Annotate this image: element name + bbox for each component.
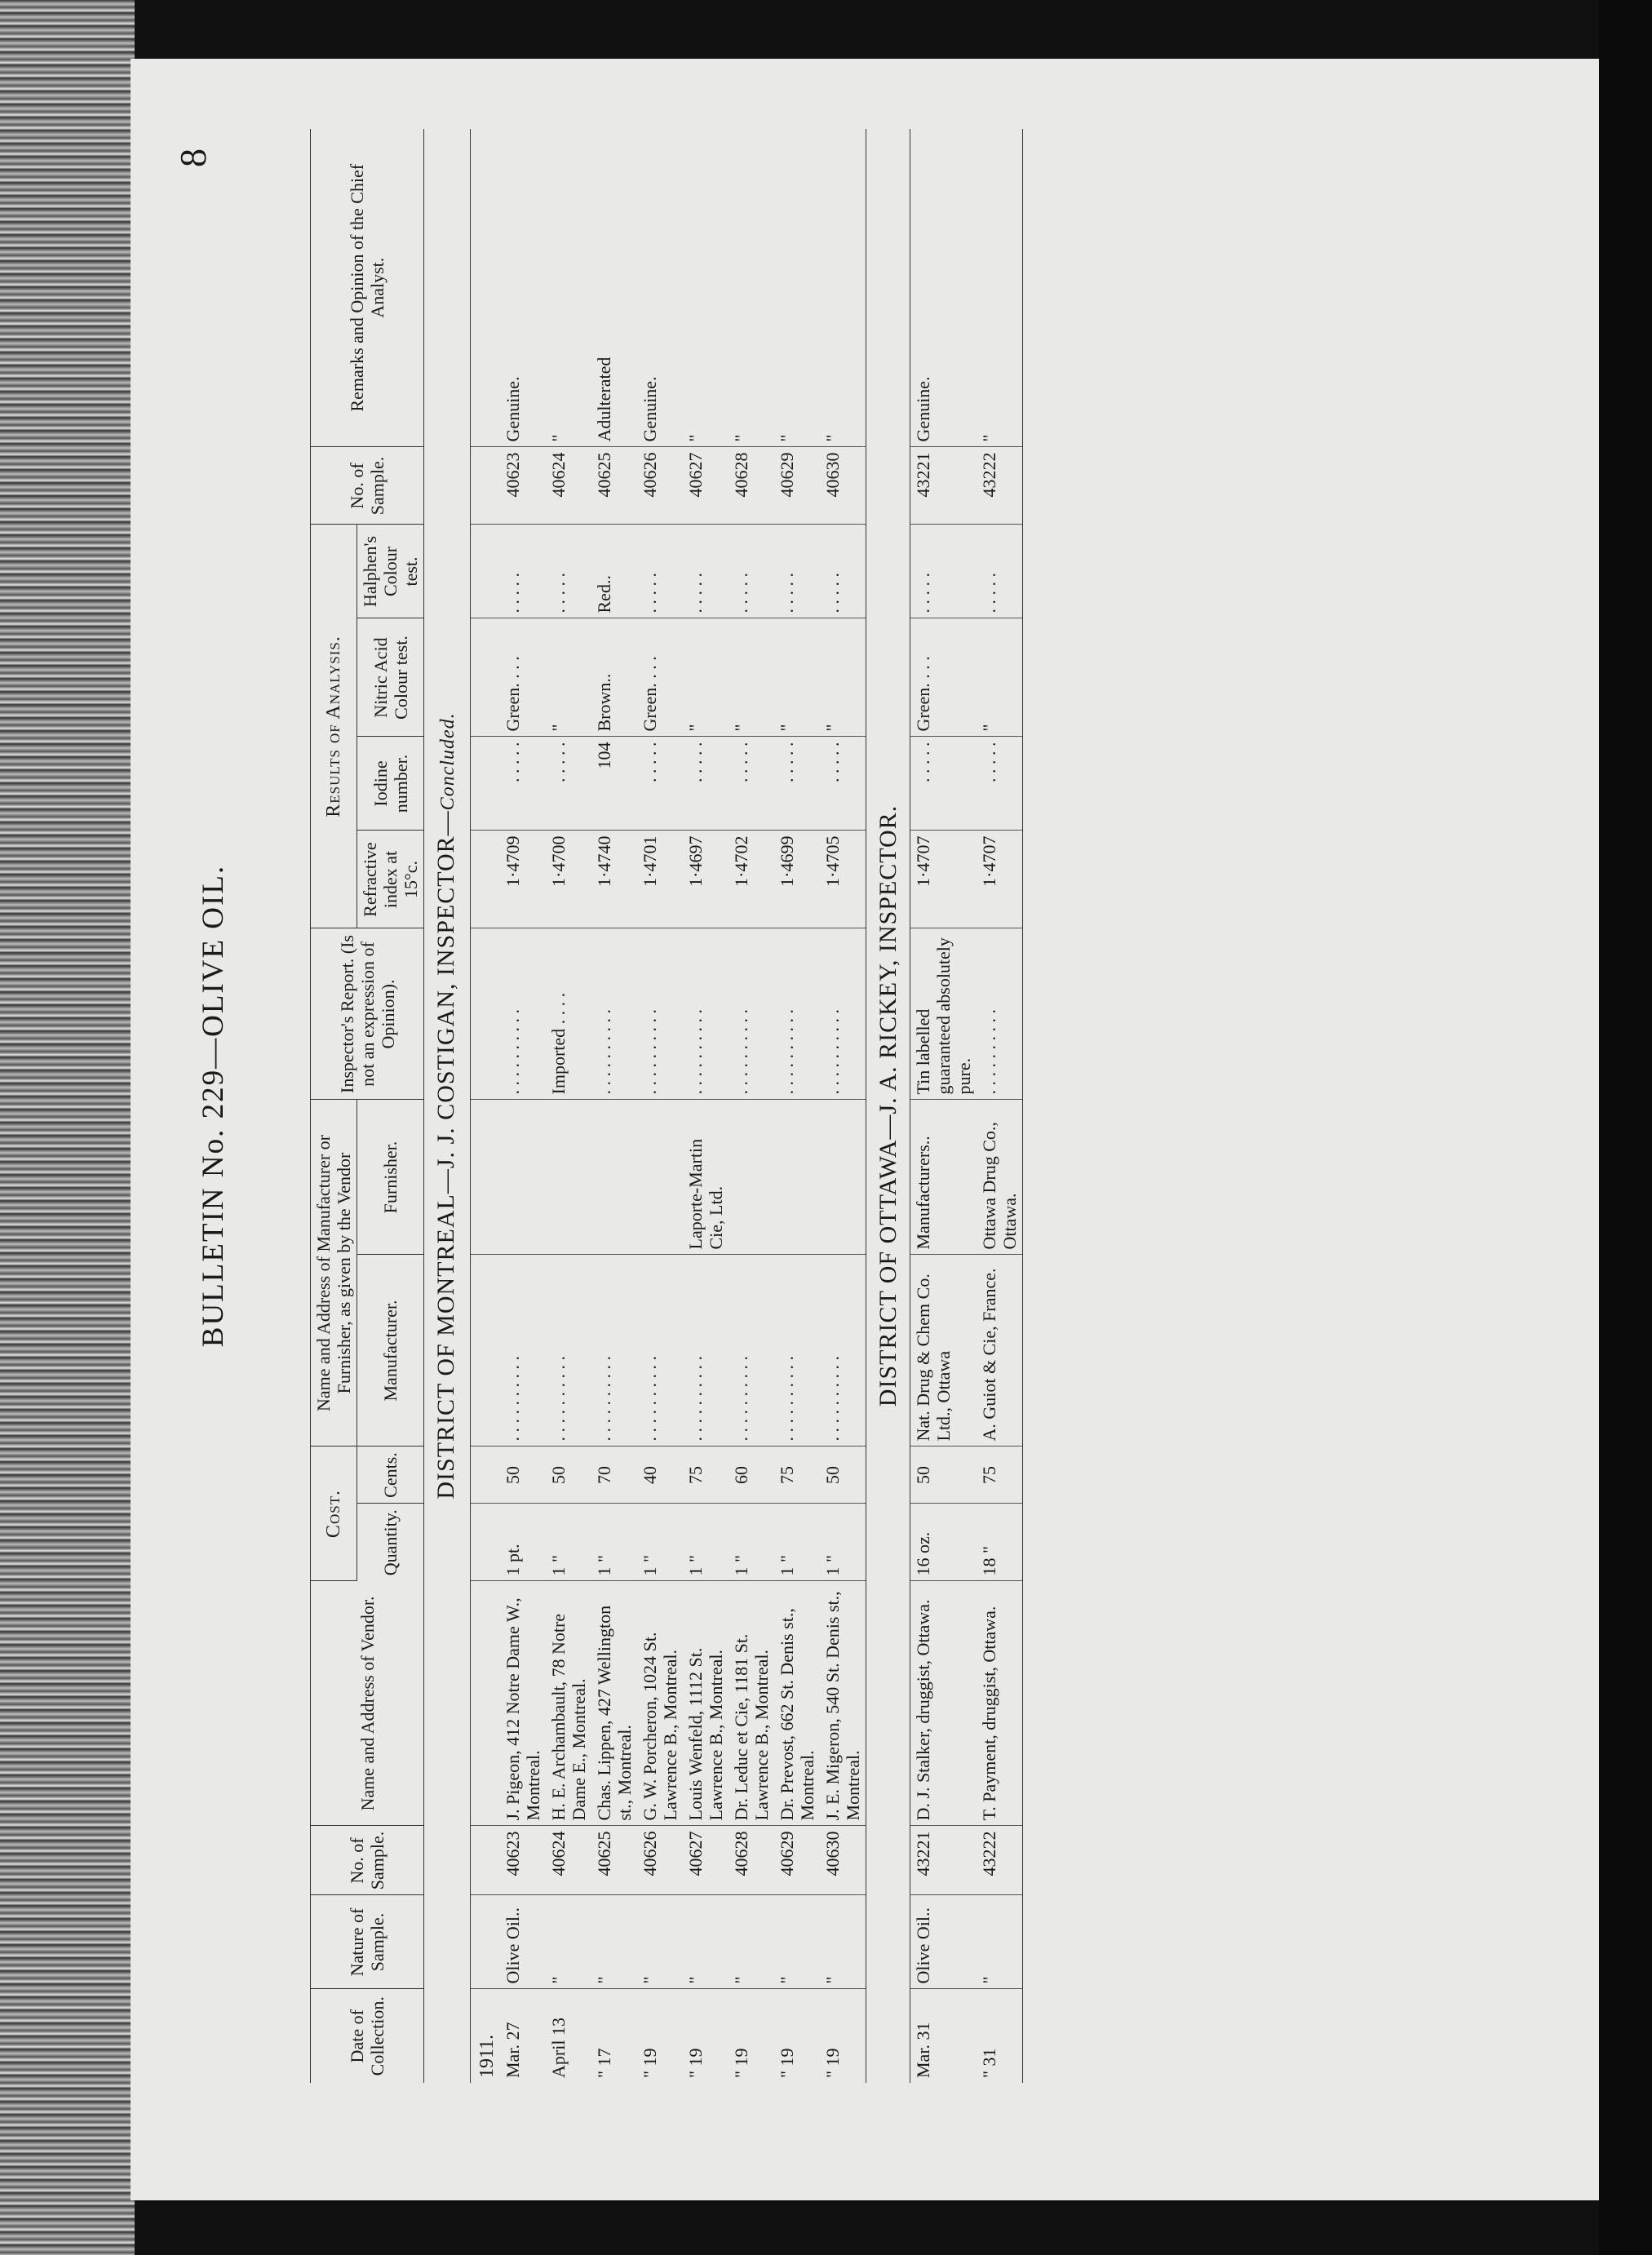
cell-quantity: 1 " (546, 1504, 591, 1581)
ottawa-section (866, 129, 1023, 2083)
cell-nitric: Green. . . . (910, 618, 977, 737)
analysis-table (310, 129, 1023, 2083)
header-vendor: Name and Address of Vendor. (311, 1581, 424, 1826)
cell-nitric: Green. . . . (637, 618, 683, 737)
cell-sample-no-2: 40630 (820, 447, 866, 525)
year-label: 1911. (476, 2034, 498, 2078)
book-binding-edge (0, 0, 135, 2255)
table-row (500, 129, 546, 2083)
cell-furnisher: Ottawa Drug Co., Ottawa. (977, 1100, 1023, 1255)
cell-iodine: . . . . . (683, 737, 729, 831)
cell-vendor: Chas. Lippen, 427 Wellington st., Montreal. (591, 1581, 637, 1826)
cell-inspector-report: . . . . . . . . . . (637, 928, 683, 1100)
cell-iodine: . . . . . (546, 737, 591, 831)
cell-manufacturer: . . . . . . . . . . (637, 1255, 683, 1446)
cell-vendor: D. J. Stalker, druggist, Ottawa. (910, 1581, 977, 1826)
cell-vendor: Dr. Prevost, 662 St. Denis st., Montreal. (774, 1581, 820, 1826)
page-title: BULLETIN No. 229—OLIVE OIL. (197, 864, 230, 1348)
header-nitric: Nitric Acid Colour test. (357, 618, 424, 737)
cell-nature: " (977, 1895, 1023, 1989)
cell-halphen: . . . . . (910, 525, 977, 618)
cell-manufacturer: . . . . . . . . . . (774, 1255, 820, 1446)
cell-sample-no-2: 40624 (546, 447, 591, 525)
cell-nitric: " (977, 618, 1023, 737)
header-quantity: Quantity. (357, 1504, 424, 1581)
cell-sample-no-2: 40628 (729, 447, 774, 525)
cell-cents: 50 (500, 1446, 546, 1504)
cell-sample-no: 43222 (977, 1826, 1023, 1895)
cell-sample-no: 40630 (820, 1826, 866, 1895)
header-cost: Cost. (311, 1446, 357, 1581)
cell-remarks: Genuine. (637, 129, 683, 447)
cell-sample-no: 40626 (637, 1826, 683, 1895)
cell-date: " 31 (977, 1989, 1023, 2083)
cell-vendor: T. Payment, druggist, Ottawa. (977, 1581, 1023, 1826)
cell-cents: 75 (683, 1446, 729, 1504)
cell-furnisher (774, 1100, 820, 1255)
cell-iodine: . . . . . (729, 737, 774, 831)
cell-sample-no: 40625 (591, 1826, 637, 1895)
district-heading-montreal: DISTRICT OF MONTREAL—J. J. COSTIGAN, INSPECTOR—Concluded. (432, 712, 459, 1500)
cell-nature: " (820, 1895, 866, 1989)
header-manufacturer-group: Name and Address of Manufacturer or Furnisher, as given by the Vendor (311, 1100, 357, 1446)
header-refractive: Refractive index at 15°c. (357, 831, 424, 928)
cell-refractive: 1·4700 (546, 831, 591, 928)
cell-halphen: . . . . . (683, 525, 729, 618)
cell-quantity: 1 pt. (500, 1504, 546, 1581)
cell-cents: 60 (729, 1446, 774, 1504)
page-number: 8 (172, 148, 214, 167)
cell-cents: 40 (637, 1446, 683, 1504)
header-nature: Nature of Sample. (311, 1895, 424, 1989)
cell-vendor: H. E. Archambault, 78 Notre Dame E., Montreal. (546, 1581, 591, 1826)
cell-refractive: 1·4707 (910, 831, 977, 928)
cell-sample-no-2: 40623 (500, 447, 546, 525)
cell-halphen: . . . . . (820, 525, 866, 618)
cell-inspector-report: . . . . . . . . . . (683, 928, 729, 1100)
cell-remarks: " (820, 129, 866, 447)
cell-nature: " (774, 1895, 820, 1989)
cell-remarks: " (977, 129, 1023, 447)
cell-quantity: 1 " (774, 1504, 820, 1581)
cell-cents: 75 (774, 1446, 820, 1504)
cell-sample-no-2: 40627 (683, 447, 729, 525)
cell-remarks: Genuine. (500, 129, 546, 447)
cell-furnisher (820, 1100, 866, 1255)
cell-nature: Olive Oil.. (910, 1895, 977, 1989)
cell-sample-no-2: 43221 (910, 447, 977, 525)
cell-cents: 70 (591, 1446, 637, 1504)
cell-nitric: Green. . . . (500, 618, 546, 737)
cell-quantity: 1 " (683, 1504, 729, 1581)
cell-vendor: Louis Wenfeld, 1112 St. Lawrence B., Montreal. (683, 1581, 729, 1826)
cell-halphen: . . . . . (500, 525, 546, 618)
cell-refractive: 1·4709 (500, 831, 546, 928)
cell-remarks: Adulterated (591, 129, 637, 447)
header-results: Results of Analysis. (311, 525, 357, 928)
cell-quantity: 16 oz. (910, 1504, 977, 1581)
table-row (591, 129, 637, 2083)
cell-date: April 13 (548, 2018, 569, 2078)
cell-nitric: " (729, 618, 774, 737)
cell-refractive: 1·4701 (637, 831, 683, 928)
cell-quantity: 1 " (591, 1504, 637, 1581)
cell-nature: " (637, 1895, 683, 1989)
header-furnisher: Furnisher. (357, 1100, 424, 1255)
cell-cents: 75 (977, 1446, 1023, 1504)
cell-sample-no-2: 40625 (591, 447, 637, 525)
header-sample-no-2: No. of Sample. (311, 447, 424, 525)
cell-sample-no-2: 43222 (977, 447, 1023, 525)
table-row (820, 129, 866, 2083)
cell-manufacturer: A. Guiot & Cie, France. (977, 1255, 1023, 1446)
cell-nitric: " (820, 618, 866, 737)
cell-vendor: J. Pigeon, 412 Notre Dame W., Montreal. (500, 1581, 546, 1826)
cell-furnisher (500, 1100, 546, 1255)
rotated-content (171, 129, 1591, 2083)
header-cents: Cents. (357, 1446, 424, 1504)
cell-furnisher (546, 1100, 591, 1255)
cell-remarks: " (774, 129, 820, 447)
cell-sample-no: 40628 (729, 1826, 774, 1895)
header-manufacturer: Manufacturer. (357, 1255, 424, 1446)
header-iodine: Iodine number. (357, 737, 424, 831)
cell-inspector-report: Tin labelled guaranteed absolutely pure. (910, 928, 977, 1100)
cell-manufacturer: . . . . . . . . . . (820, 1255, 866, 1446)
cell-inspector-report: . . . . . . . . . . (774, 928, 820, 1100)
cell-refractive: 1·4705 (820, 831, 866, 928)
cell-halphen: . . . . . (977, 525, 1023, 618)
header-sample-no: No. of Sample. (311, 1826, 424, 1895)
cell-nature: " (729, 1895, 774, 1989)
cell-manufacturer: . . . . . . . . . . (591, 1255, 637, 1446)
cell-halphen: . . . . . (774, 525, 820, 618)
cell-nature: " (546, 1895, 591, 1989)
table-header (311, 129, 424, 2083)
cell-date: " 17 (594, 2048, 614, 2078)
cell-manufacturer: Nat. Drug & Chem Co. Ltd., Ottawa (910, 1255, 977, 1446)
cell-sample-no: 40627 (683, 1826, 729, 1895)
cell-vendor: J. E. Migeron, 540 St. Denis st., Montreal. (820, 1581, 866, 1826)
cell-iodine: . . . . . (637, 737, 683, 831)
cell-inspector-report: . . . . . . . . . . (820, 928, 866, 1100)
cell-halphen: . . . . . (729, 525, 774, 618)
cell-nature: Olive Oil.. (500, 1895, 546, 1989)
cell-remarks: " (729, 129, 774, 447)
cell-remarks: " (546, 129, 591, 447)
cell-furnisher (729, 1100, 774, 1255)
cell-inspector-report: . . . . . . . . . . (500, 928, 546, 1100)
cell-manufacturer: . . . . . . . . . . (729, 1255, 774, 1446)
cell-halphen: . . . . . (637, 525, 683, 618)
cell-nitric: " (683, 618, 729, 737)
cell-refractive: 1·4699 (774, 831, 820, 928)
header-inspector-report: Inspector's Report. (Is not an expression of Opinion). (311, 928, 424, 1100)
cell-iodine: 104 (591, 737, 637, 831)
cell-date: " 19 (731, 2048, 751, 2078)
district-heading-ottawa: DISTRICT OF OTTAWA—J. A. RICKEY, INSPECTOR. (875, 804, 901, 1407)
table-row (546, 129, 591, 2083)
cell-vendor: Dr. Leduc et Cie, 1181 St. Lawrence B., Montreal. (729, 1581, 774, 1826)
cell-iodine: . . . . . (500, 737, 546, 831)
header-date: Date of Collection. (311, 1989, 424, 2083)
cell-furnisher (637, 1100, 683, 1255)
cell-date: " 19 (640, 2048, 660, 2078)
cell-furnisher: Manufacturers.. (910, 1100, 977, 1255)
cell-inspector-report: . . . . . . . . . . (729, 928, 774, 1100)
cell-nature: " (591, 1895, 637, 1989)
cell-cents: 50 (546, 1446, 591, 1504)
cell-refractive: 1·4707 (977, 831, 1023, 928)
cell-iodine: . . . . . (910, 737, 977, 831)
cell-sample-no: 43221 (910, 1826, 977, 1895)
table-row (910, 129, 977, 2083)
montreal-section (424, 129, 866, 2083)
cell-vendor: G. W. Porcheron, 1024 St. Lawrence B., Montreal. (637, 1581, 683, 1826)
cell-sample-no-2: 40626 (637, 447, 683, 525)
header-remarks: Remarks and Opinion of the Chief Analyst. (311, 129, 424, 447)
cell-sample-no: 40629 (774, 1826, 820, 1895)
cell-refractive: 1·4702 (729, 831, 774, 928)
cell-remarks: Genuine. (910, 129, 977, 447)
cell-inspector-report: . . . . . . . . . . (591, 928, 637, 1100)
cell-quantity: 1 " (637, 1504, 683, 1581)
cell-sample-no-2: 40629 (774, 447, 820, 525)
cell-date: " 19 (820, 1989, 866, 2083)
cell-manufacturer: . . . . . . . . . . (683, 1255, 729, 1446)
cell-date: " 19 (777, 2048, 797, 2078)
cell-quantity: 1 " (820, 1504, 866, 1581)
cell-refractive: 1·4740 (591, 831, 637, 928)
cell-manufacturer: . . . . . . . . . . (500, 1255, 546, 1446)
cell-nature: " (683, 1895, 729, 1989)
cell-date: Mar. 27 (503, 2022, 523, 2078)
cell-nitric: Brown.. (591, 618, 637, 737)
cell-date: " 19 (685, 2048, 706, 2078)
cell-remarks: " (683, 129, 729, 447)
cell-quantity: 18 " (977, 1504, 1023, 1581)
cell-nitric: " (774, 618, 820, 737)
cell-nitric: " (546, 618, 591, 737)
cell-refractive: 1·4697 (683, 831, 729, 928)
cell-halphen: Red.. (591, 525, 637, 618)
cell-halphen: . . . . . (546, 525, 591, 618)
cell-date: Mar. 31 (913, 2022, 933, 2078)
cell-quantity: 1 " (729, 1504, 774, 1581)
cell-inspector-report: . . . . . . . . . . (977, 928, 1023, 1100)
cell-furnisher (591, 1100, 637, 1255)
table-row (729, 129, 774, 2083)
cell-iodine: . . . . . (977, 737, 1023, 831)
table-row (977, 129, 1023, 2083)
cell-sample-no: 40623 (500, 1826, 546, 1895)
table-row (774, 129, 820, 2083)
cell-inspector-report: Imported . . . . (546, 928, 591, 1100)
table-row (637, 129, 683, 2083)
cell-manufacturer: . . . . . . . . . . (546, 1255, 591, 1446)
cell-iodine: . . . . . (774, 737, 820, 831)
cell-sample-no: 40624 (546, 1826, 591, 1895)
table-row (683, 129, 729, 2083)
cell-cents: 50 (910, 1446, 977, 1504)
header-halphen: Halphen's Colour test. (357, 525, 424, 618)
scan-right-edge (1599, 0, 1652, 2255)
cell-cents: 50 (820, 1446, 866, 1504)
cell-iodine: . . . . . (820, 737, 866, 831)
cell-furnisher: Laporte-Martin Cie, Ltd. (683, 1100, 729, 1255)
